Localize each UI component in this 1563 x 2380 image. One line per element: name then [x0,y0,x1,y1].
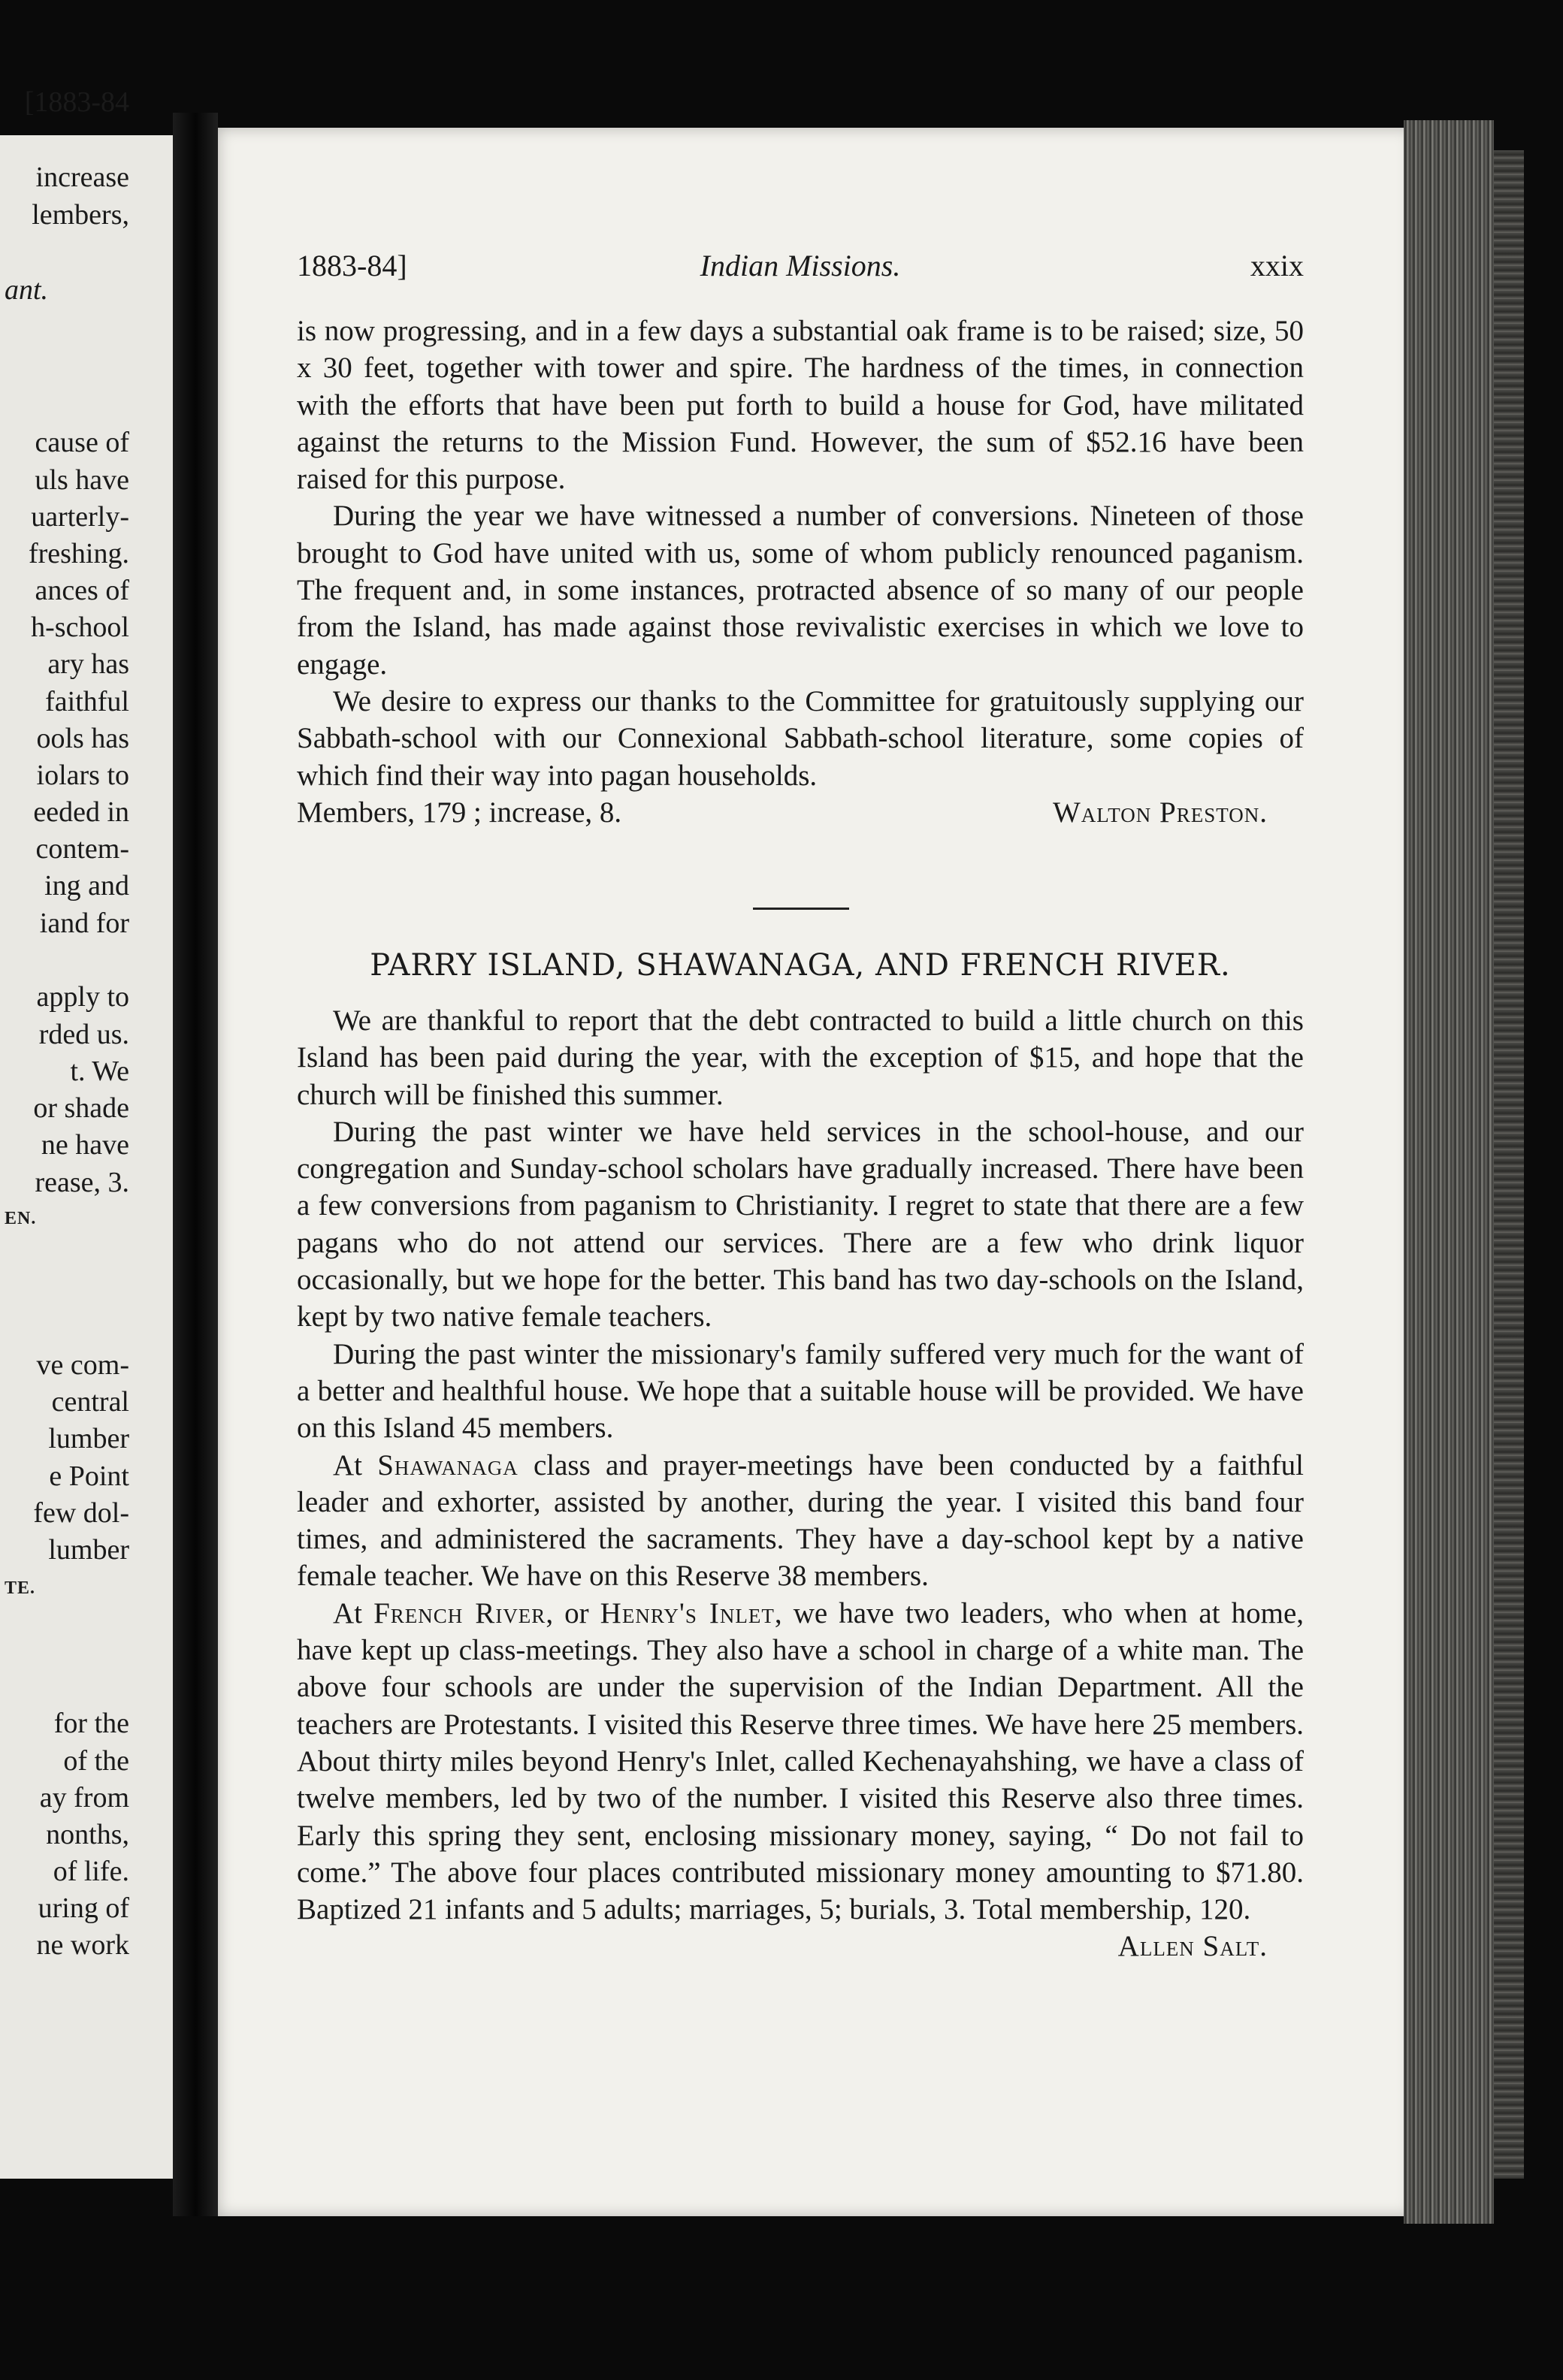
facing-page-line: iolars to [36,760,129,791]
facing-page-line: rded us. [38,1019,129,1050]
header-year: 1883-84] [297,249,407,282]
page-number: xxix [1250,249,1304,282]
facing-page-line: ary has [47,648,129,680]
paragraph: is now progressing, and in a few days a substantial oak frame is to be raised; size, 50 x 30 feet, together with tower and spire. The hardness of the times, in connection with the efforts that have been put forth to build a house for God, have militated against the returns to the Mission Fund. However, the sum of $52.16 have been raised for this purpose. [297,315,1304,496]
signature-line [297,1928,1304,1965]
membership-count: Members, 179 ; increase, 8. [297,796,622,829]
facing-page-line: ant. [5,274,49,306]
text-run: class and prayer-meetings have been conducted by a faithful leader and exhorter, assisted by another, during the year. I visited this band four times, and administered the sacraments. They have a day-school kept by a native female teacher. We have on this Reserve 38 members. [297,1448,1304,1593]
section-1 [297,313,1304,831]
signature: Allen Salt. [1117,1930,1268,1963]
book-gutter [173,113,218,2216]
signature: Walton Preston. [1052,796,1268,829]
facing-page-left [0,86,173,2179]
facing-page-line: t. We [70,1056,129,1087]
facing-page-line: lumber [48,1423,129,1454]
facing-page-line: for the [53,1708,129,1739]
facing-page-line: h-school [31,612,129,643]
place-name: Shawanaga [377,1448,518,1481]
paragraph [297,1447,1304,1595]
book-edge-marbling [1494,150,1524,2179]
facing-page-line: ve com- [36,1349,129,1381]
facing-page-line: eeded in [33,796,129,828]
facing-page-line: nonths, [46,1819,129,1850]
facing-page-line: iand for [39,908,129,939]
paragraph [297,1595,1304,1928]
facing-page-line: uarterly- [31,501,129,533]
header-title: Indian Missions. [700,249,901,282]
facing-page-line: uring of [38,1892,129,1924]
facing-page-line: ay from [39,1782,129,1814]
section-divider [753,908,849,910]
facing-page-line: or shade [33,1092,129,1124]
place-name: French River [373,1596,546,1629]
section-2 [297,1002,1304,1965]
facing-page-line: lumber [48,1534,129,1566]
facing-page-line: freshing. [28,538,129,569]
facing-page-line: of the [63,1745,129,1777]
facing-page-line: of life. [53,1856,129,1887]
facing-page-line: lembers, [32,199,129,231]
facing-page-line: contem- [35,833,129,865]
paragraph: During the past winter we have held services in the school-house, and our congregation and Sunday-school scholars have gradually increased. There have been a few conversions from paganism to Christianity. I regret to state that there are a few pagans who do not attend our services. There are a few who drink liquor occasionally, but we hope for the better. This band has two day-schools on the Island, kept by two native female teachers. [297,1115,1304,1333]
paragraph: We are thankful to report that the debt contracted to build a little church on this Island has been paid during the year, with the exception of $15, and hope that the church will be finished this summer. [297,1004,1304,1111]
text-run: , or [546,1596,600,1629]
running-header [297,248,1304,285]
facing-page-line: e Point [49,1460,129,1492]
place-name: Henry's Inlet [600,1596,775,1629]
facing-page-line: EN. [5,1209,37,1228]
facing-page-line: cause of [35,427,129,458]
text-run: At [333,1448,378,1481]
facing-page-line: increase [35,162,129,193]
paragraph: We desire to express our thanks to the Committee for gratuitously supplying our Sabbath-school with our Connexional Sabbath-school literature, some copies of which find their way into pagan households. [297,684,1304,792]
paragraph: During the year we have witnessed a number of conversions. Nineteen of those brought to God have united with us, some of whom publicly renounced paganism. The frequent and, in some instances, protracted absence of so many of our people from the Island, has made against those revivalistic exercises in which we love to engage. [297,500,1304,681]
paragraph: During the past winter the missionary's family suffered very much for the want of a better and healthful house. We hope that a suitable house will be provided. We have on this Island 45 members. [297,1337,1304,1445]
facing-page-line: apply to [36,981,129,1013]
facing-page-line: ne have [41,1129,129,1161]
section-heading: PARRY ISLAND, SHAWANAGA, AND FRENCH RIVER. [370,948,1231,983]
facing-page-line: [1883-84 [24,86,129,118]
page-edges [1404,120,1494,2224]
text-run: At [333,1596,374,1629]
facing-page-line: central [51,1386,129,1418]
text-run: , we have two leaders, who when at home, have kept up class-meetings. They also have a school in charge of a white man. The above four schools are under the supervision of the Indian Department. All the teachers are Protestants. I visited this Reserve three times. We have here 25 members. About thirty miles beyond Henry's Inlet, called Kechenayahshing, we have a class of twelve members, led by two of the number. I visited this Reserve also three times. Early this spring they sent, enclosing missionary money, saying, “ Do not fail to come.” The above four places contributed missionary money amounting to $71.80. Baptized 21 infants and 5 adults; marriages, 5; burials, 3. Total membership, 120. [297,1596,1305,1926]
facing-page-line: ools has [36,723,129,754]
signature-line [297,794,1304,831]
facing-page-line: few dol- [33,1497,129,1529]
facing-page-line: TE. [5,1578,36,1598]
facing-page-line: rease, 3. [35,1167,129,1198]
facing-page-line: faithful [45,686,129,717]
facing-page-line: ne work [36,1929,129,1961]
facing-page-line: ing and [44,870,129,902]
facing-page-line: ances of [35,575,129,606]
facing-page-line: uls have [35,464,129,496]
